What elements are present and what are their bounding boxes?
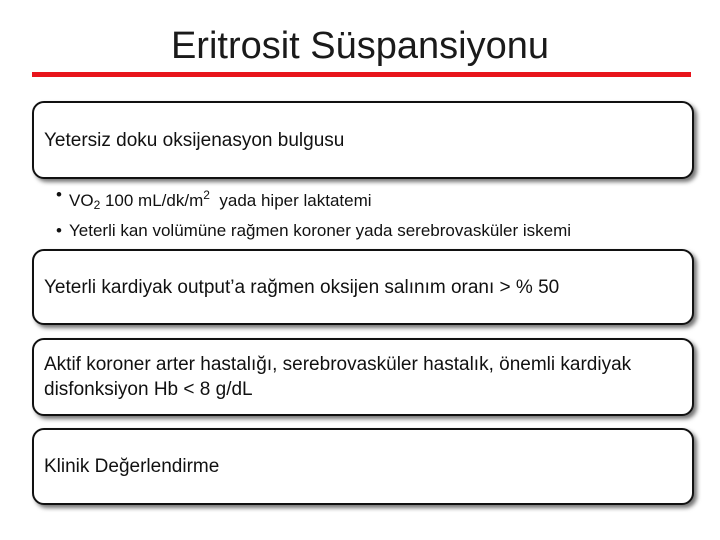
criteria-box-clinical-assessment — [32, 428, 694, 505]
criteria-box-oxygen-extraction — [32, 249, 694, 325]
vo2-rest: yada hiper laktatemi — [209, 191, 372, 210]
criteria-box-text: Klinik Değerlendirme — [44, 456, 220, 477]
perfusion-text: Yeterli kan volümüne rağmen koroner yada serebrovasküler iskemi — [69, 221, 572, 240]
bullet-item-perfusion — [56, 218, 696, 244]
vo2-unit-superscript: 2 — [203, 188, 210, 202]
title-underline — [32, 72, 691, 77]
criteria-box-tissue-oxygenation — [32, 101, 694, 179]
slide-title: Eritrosit Süspansiyonu — [170, 25, 550, 67]
criteria-box-text: Yeterli kardiyak output’a rağmen oksijen salınım oranı > % 50 — [44, 276, 560, 298]
criteria-bullet-list — [56, 182, 696, 244]
vo2-subscript: 2 — [93, 198, 101, 212]
bullet-item-vo2 — [56, 182, 696, 218]
criteria-box-text: Aktif koroner arter hastalığı, serebrovasküler hastalık, önemli kardiyak disfonksiyon Hb < 8 g/dL — [44, 354, 632, 400]
criteria-box-text: Yetersiz doku oksijenasyon bulgusu — [44, 129, 345, 151]
criteria-box-coronary-disease — [32, 338, 694, 416]
vo2-label: VO — [69, 191, 94, 210]
vo2-value: 100 mL/dk/m — [100, 191, 204, 210]
